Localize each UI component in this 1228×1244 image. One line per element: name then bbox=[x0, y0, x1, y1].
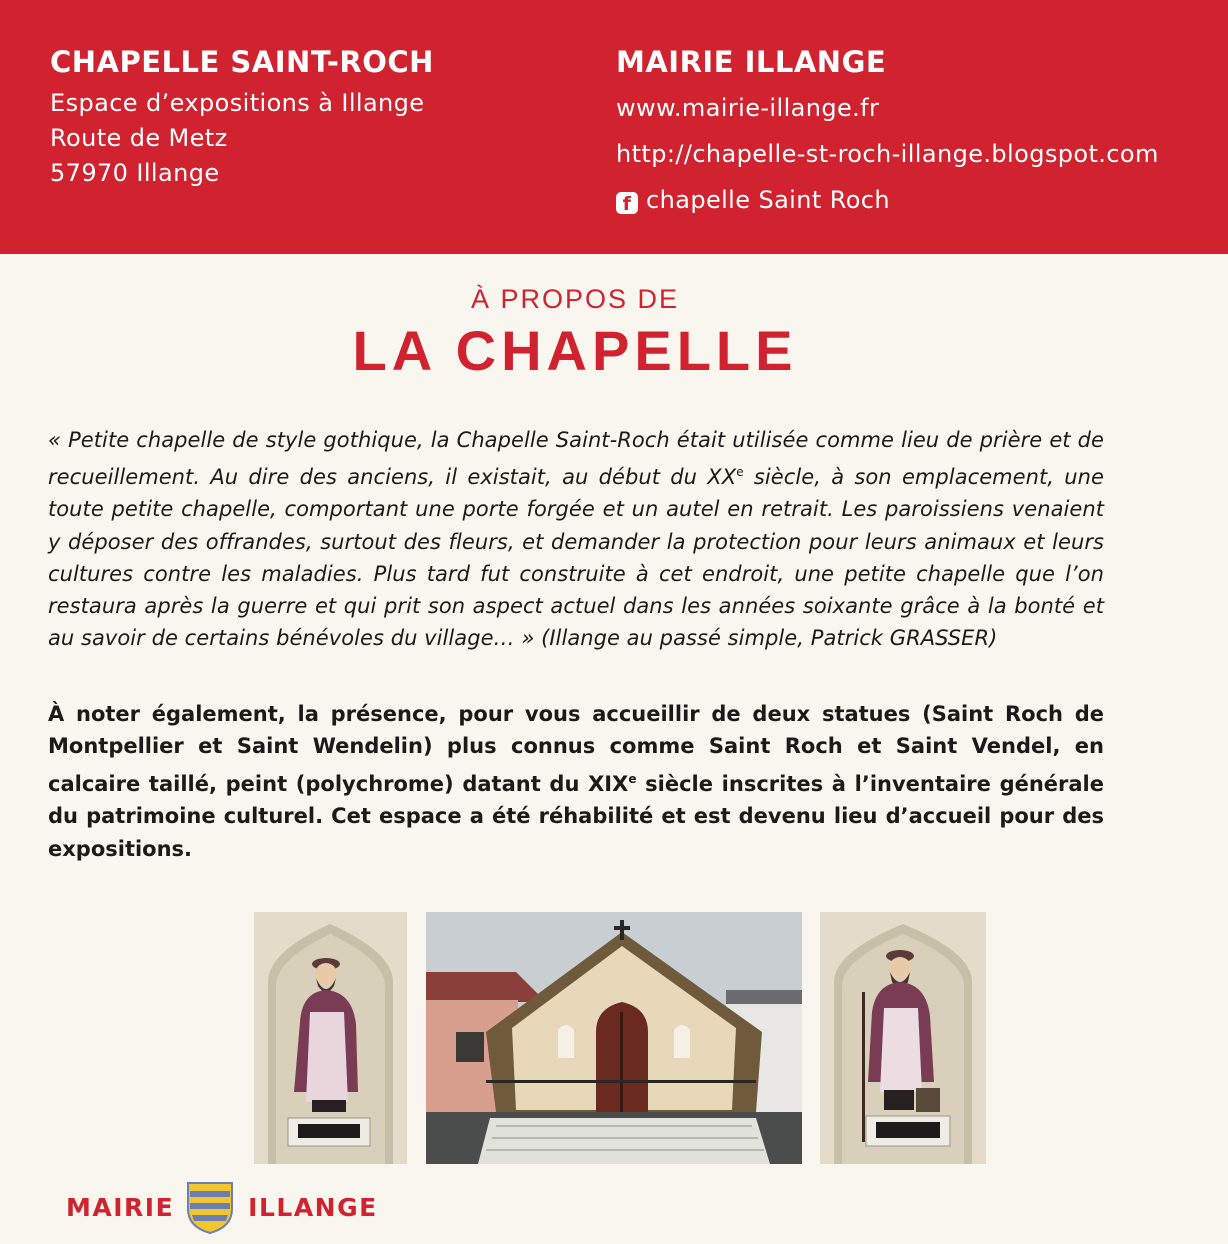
history-quote bbox=[48, 424, 1104, 654]
quote-text: siècle, à son emplacement, une toute petite chapelle, comportant une porte forgée et un autel en retrait. Les paroissiens venaient y déposer des offrandes, surtout des fleurs, et demander la protection pour leurs animaux et leurs cultures contre les maladies. Plus tard fut construite à cet endroit, une petite chapelle que l’on restaura après la guerre et qui prit son aspect actuel dans les années soixante grâce à la bonté et au savoir de certains bénévoles du village… » (Illange au passé simple, Patrick GRASSER) bbox=[48, 465, 1104, 651]
footer-logo bbox=[66, 1178, 378, 1236]
saint-wendelin-statue-photo bbox=[820, 912, 986, 1164]
statues-note bbox=[48, 698, 1104, 865]
page-title: LA CHAPELLE bbox=[352, 319, 798, 382]
address-line: Espace d’expositions à Illange bbox=[50, 89, 425, 117]
coat-of-arms-icon bbox=[184, 1179, 236, 1235]
chapel-photo bbox=[426, 912, 802, 1164]
contact-band bbox=[0, 0, 1228, 254]
footer-illange: ILLANGE bbox=[248, 1192, 378, 1222]
address-line: 57970 Illange bbox=[50, 159, 220, 187]
superscript: e bbox=[628, 771, 637, 786]
mairie-name: MAIRIE ILLANGE bbox=[616, 45, 887, 79]
chapel-address-block bbox=[50, 44, 570, 191]
website-link[interactable]: www.mairie-illange.fr bbox=[616, 94, 880, 122]
facebook-label: chapelle Saint Roch bbox=[646, 186, 890, 214]
note-text: À noter également, la présence, pour vous accueillir de deux statues (Saint Roch de Montpellier et Saint Wendelin) plus connus comme Saint Roch et Saint Vendel, en calcaire taillé, peint (polychrome) datant du XIX bbox=[48, 702, 1104, 796]
section-kicker: À PROPOS DE bbox=[470, 284, 680, 314]
mairie-contact-block bbox=[616, 44, 1216, 218]
quote-text: « Petite chapelle de style gothique, la Chapelle Saint-Roch était utilisée comme lieu de prière et de recueillement. Au dire des anciens, il existait, au début du XX bbox=[48, 428, 1104, 490]
note-text: siècle inscrites à l’inventaire générale du patrimoine culturel. Cet espace a été réhabilité et est devenu lieu d’accueil pour des expositions. bbox=[48, 771, 1104, 861]
facebook-icon: f bbox=[616, 192, 638, 214]
footer-mairie: MAIRIE bbox=[66, 1192, 175, 1222]
facebook-link[interactable] bbox=[616, 183, 1216, 218]
address-line: Route de Metz bbox=[50, 124, 228, 152]
superscript: e bbox=[736, 465, 744, 480]
saint-roch-statue-photo bbox=[254, 912, 407, 1164]
chapel-name: CHAPELLE SAINT-ROCH bbox=[50, 45, 434, 79]
blog-link[interactable]: http://chapelle-st-roch-illange.blogspot.com bbox=[616, 140, 1159, 168]
